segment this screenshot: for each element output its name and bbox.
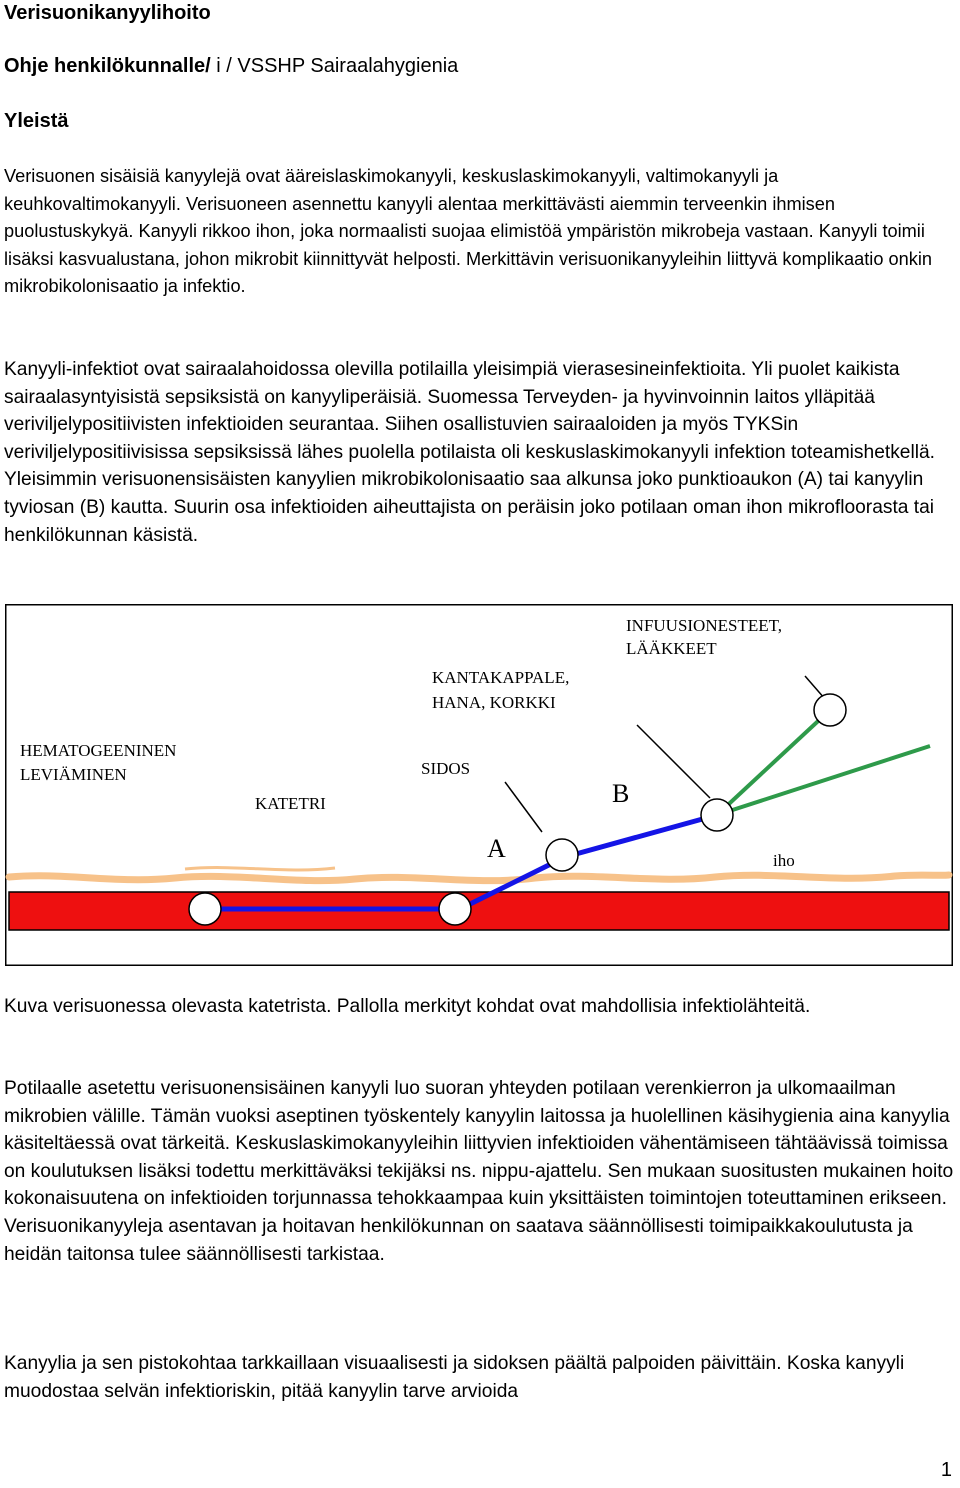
infection-source-circle: [439, 893, 471, 925]
label-catheter-hub: B: [612, 779, 630, 808]
label-skin: iho: [773, 851, 795, 870]
infection-source-circle: [814, 694, 846, 726]
section-heading-general: Yleistä: [4, 110, 69, 132]
catheter-diagram: [5, 604, 953, 966]
catheter-diagram-svg: [5, 604, 953, 966]
paragraph-monitoring: Kanyylia ja sen pistokohtaa tarkkaillaan visuaalisesti ja sidoksen päältä palpoiden päivittäin. Koska kanyyli muodostaa selvän infektioriskin, pitää kanyylin tarve arvioida: [4, 1353, 905, 1402]
figure-caption: Kuva verisuonessa olevasta katetrista. Pallolla merkityt kohdat ovat mahdollisia infektiolähteitä.: [4, 996, 811, 1017]
infection-source-circle: [701, 799, 733, 831]
label-hub-line1: KANTAKAPPALE,: [432, 668, 570, 687]
label-infusion-line2: LÄÄKKEET: [626, 639, 717, 658]
label-catheter: KATETRI: [255, 794, 326, 813]
paragraph-infections: Kanyyli-infektiot ovat sairaalahoidossa olevilla potilailla yleisimpiä vierasesineinfektioita. Yli puolet kaikista sairaalasyntyisistä sepsiksistä on kanyyliperäisiä. Suomessa Terveyden- ja hyvinvoinnin laitos ylläpitää veriviljelypositiivisten infektioiden seurantaa. Siihen osallistuvien sairaaloiden ja myös TYKSin veriviljelypositiivisissa sepsiksissä lähes puolella potilaista oli keskuslaskimokanyyli infektion toteamishetkellä. Yleisimmin verisuonensisäisten kanyylien mikrobikolonisaatio saa alkunsa joko punktioaukon (A) tai kanyylin tyviosan (B) kautta. Suurin osa infektioiden aiheuttajista on peräisin joko potilaan oman ihon mikrofloorasta tai henkilökunnan käsistä.: [4, 359, 935, 546]
paragraph-intro: Verisuonen sisäisiä kanyylejä ovat ääreislaskimokanyyli, keskuslaskimokanyyli, valtimokanyyli ja keuhkovaltimokanyyli. Verisuoneen asennettu kanyyli alentaa merkittävästi aiemmin terveenkin ihmisen puolustuskykyä. Kanyyli rikkoo ihon, joka normaalisti suojaa elimistöä ympäristön mikrobeja vastaan. Kanyyli toimii lisäksi kasvualustana, johon mikrobit kiinnittyvät helposti. Merkittävin verisuonikanyyleihin liittyvä komplikaatio onkin mikrobikolonisaatio ja infektio.: [4, 166, 932, 297]
infection-source-circle: [189, 893, 221, 925]
label-dressing: SIDOS: [421, 759, 471, 778]
document-title: Verisuonikanyylihoito: [4, 2, 211, 24]
label-insertion-site: A: [487, 834, 506, 863]
document-subtitle: [4, 55, 458, 78]
subtitle-prefix: Ohje henkilökunnalle/: [4, 55, 211, 77]
subtitle-rest: i / VSSHP Sairaalahygienia: [210, 55, 459, 77]
label-hub-line2: HANA, KORKKI: [432, 693, 556, 712]
label-infusion-line1: INFUUSIONESTEET,: [626, 616, 782, 635]
label-hematogenous-line1: HEMATOGEENINEN: [20, 741, 177, 760]
label-hematogenous-line2: LEVIÄMINEN: [20, 765, 127, 784]
page-number: 1: [940, 1459, 952, 1481]
paragraph-aseptic: Potilaalle asetettu verisuonensisäinen kanyyli luo suoran yhteyden potilaan verenkierron ja ulkomaailman mikrobien välille. Tämän vuoksi aseptinen työskentely kanyylin laitossa ja huolellinen käsihygienia aina kanyylia käsiteltäessä ovat tärkeitä. Keskuslaskimokanyyleihin liittyvien infektioiden vähentämiseen tähtäävissä toimissa on koulutuksen lisäksi todettu merkittäväksi tekijäksi ns. nippu-ajattelu. Sen mukaan suositusten mukainen hoito kokonaisuutena on infektioiden torjunnassa tehokkaampaa kuin yksittäisten toimintojen toteuttaminen erikseen. Verisuonikanyyleja asentavan ja hoitavan henkilökunnan on saatava säännöllisesti toimipaikkakoulutusta ja heidän taitonsa tulee säännöllisesti tarkistaa.: [4, 1078, 954, 1265]
infection-source-circle: [546, 839, 578, 871]
